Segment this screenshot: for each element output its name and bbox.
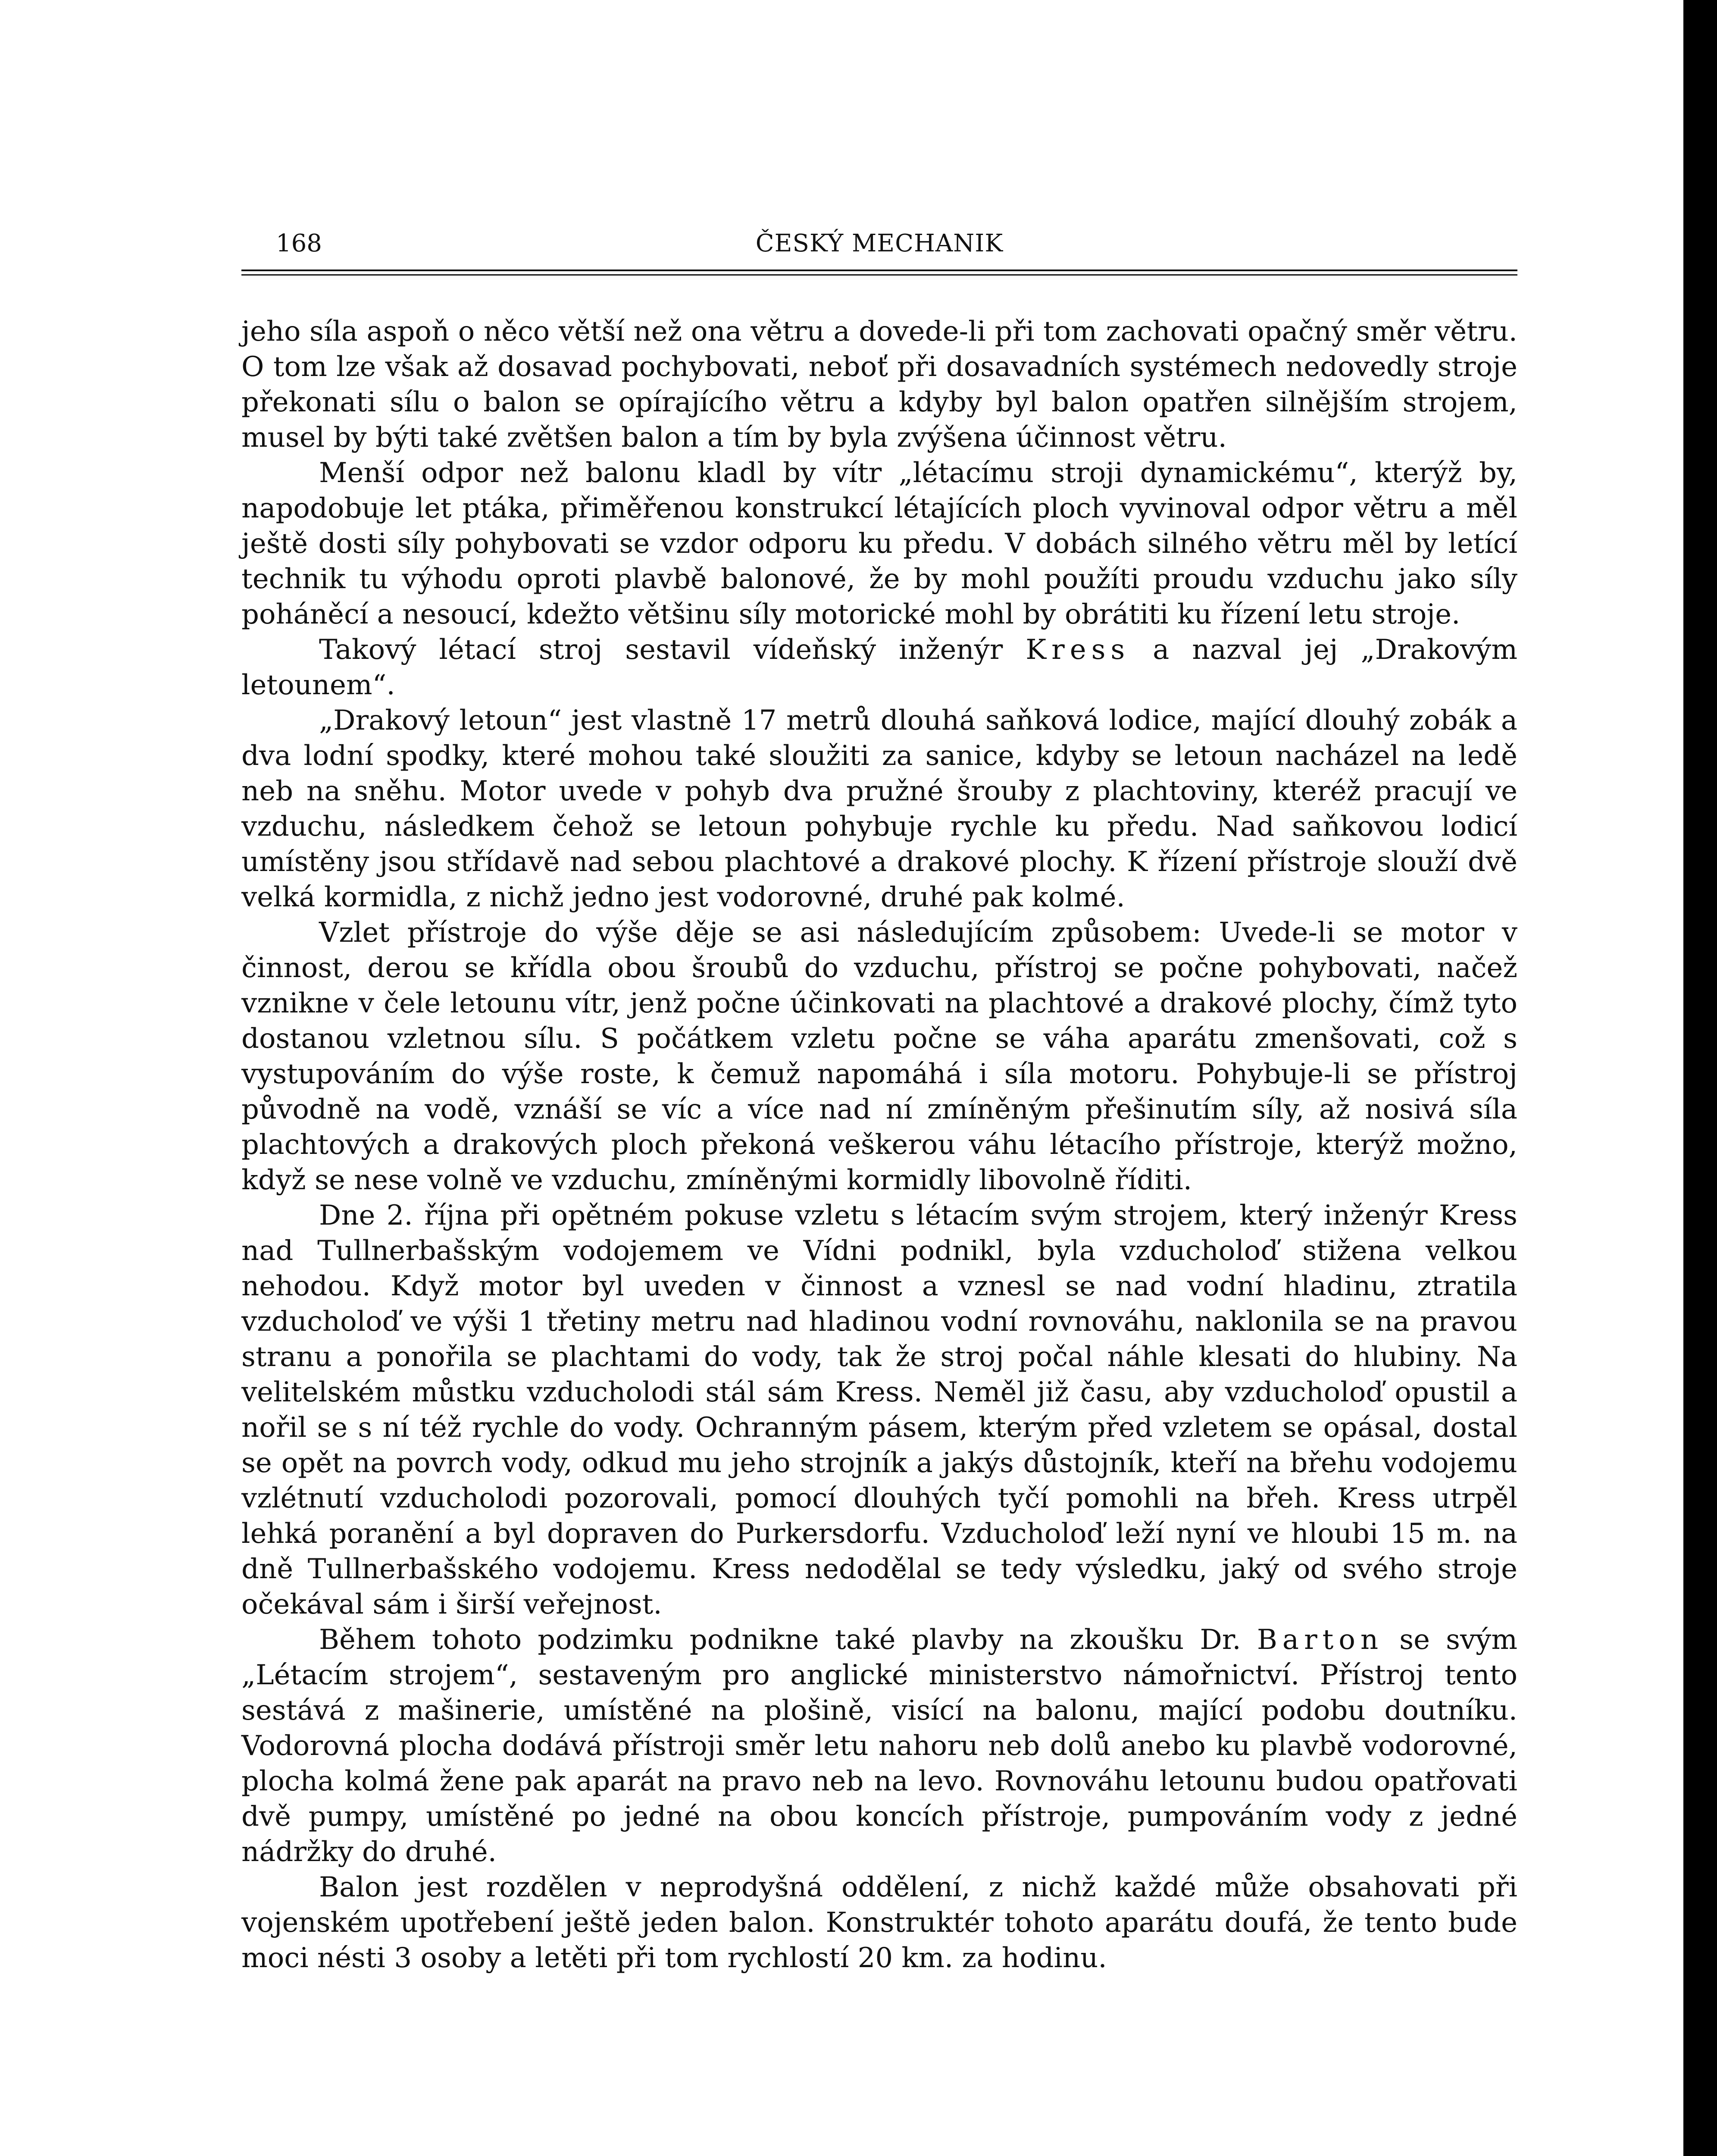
article-body [241,314,1517,1976]
paragraph-1: jeho síla aspoň o něco větší než ona větru a dovede-li při tom zachovati opačný směr větru. O tom lze však až dosavad pochybovati, neboť při dosavadních systémech nedovedly stroje překonati sílu o balon se opírajícího větru a kdyby byl balon opatřen silnějším strojem, musel by býti také zvětšen balon a tím by byla zvýšena účinnost větru. [241,316,1517,454]
paragraph-4: „Drakový letoun“ jest vlastně 17 metrů dlouhá saňková lodice, mající dlouhý zobák a dva lodní spodky, které mohou také sloužiti za sanice, kdyby se letoun nacházel na ledě neb na sněhu. Motor uvede v pohyb dva pružné šrouby z plachtoviny, kteréž pracují ve vzduchu, následkem čehož se letoun pohybuje rychle ku předu. Nad saňkovou lodicí umístěny jsou střídavě nad sebou plachtové a drakové plochy. K řízení přístroje slouží dvě velká kormidla, z nichž jedno jest vodorovné, druhé pak kolmé. [241,705,1517,913]
header-double-rule [241,270,1517,276]
paragraph-7-text-end: se svým „Létacím strojem“, sestaveným pro anglické ministerstvo námořnictví. Přístroj tento sestává z mašinerie, umístěné na plošině, visící na balonu, mající podobu doutníku. Vodorovná plocha dodává přístroji směr letu nahoru neb dolů anebo ku plavbě vodorovné, plocha kolmá žene pak aparát na pravo neb na levo. Rovnováhu letounu budou opatřovati dvě pumpy, umístěné po jedné na obou koncích přístroje, pumpováním vody z jedné nádržky do druhé. [241,1624,1518,1868]
paragraph-2: Menší odpor než balonu kladl by vítr „létacímu stroji dynamickému“, kterýž by, napodobuje let ptáka, přiměřenou konstrukcí létajících ploch vyvinoval odpor větru a měl ještě dosti síly pohybovati se vzdor odporu ku předu. V dobách silného větru měl by letící technik tu výhodu oproti plavbě balonové, že by mohl použíti proudu vzduchu jako síly poháněcí a nesoucí, kdežto většinu síly motorické mohl by obrátiti ku řízení letu stroje. [241,457,1517,630]
paragraph-3-text-end: a nazval jej „Drakovým letounem“. [241,634,1518,701]
paragraph-5: Vzlet přístroje do výše děje se asi následujícím způsobem: Uvede-li se motor v činnost, derou se křídla obou šroubů do vzduchu, přístroj se počne pohybovati, načež vznikne v čele letounu vítr, jenž počne účinkovati na plachtové a drakové plochy, čímž tyto dostanou vzletnou sílu. S počátkem vzletu počne se váha aparátu zmenšovati, což s vystupováním do výše roste, k čemuž napomáhá i síla motoru. Pohybuje-li se přístroj původně na vodě, vznáší se víc a více nad ní zmíněným přešinutím síly, až nosivá síla plachtových a drakových ploch překoná veškerou váhu létacího přístroje, kterýž možno, když se nese volně ve vzduchu, zmíněnými kormidly libovolně říditi. [241,917,1517,1196]
paragraph-3 [241,632,1517,703]
paragraph-7-text-start: Během tohoto podzimku podnikne také plavby na zkoušku Dr. [319,1624,1257,1656]
name-barton-spaced: Barton [1257,1624,1384,1656]
page-number: 168 [276,229,322,257]
page-header [241,224,1517,263]
scan-spine-border [1683,0,1717,2156]
paragraph-3-text-start: Takový létací stroj sestavil vídeňský inženýr [319,634,1026,666]
name-kress-spaced: Kress [1026,634,1130,666]
running-title: ČESKÝ MECHANIK [755,229,1004,257]
paragraph-6: Dne 2. října při opětném pokuse vzletu s létacím svým strojem, který inženýr Kress nad Tullnerbašským vodojemem ve Vídni podnikl, byla vzducholoď stižena velkou nehodou. Když motor byl uveden v činnost a vznesl se nad vodní hladinu, ztratila vzducholoď ve výši 1 třetiny metru nad hladinou vodní rovnováhu, naklonila se na pravou stranu a ponořila se plachtami do vody, tak že stroj počal náhle klesati do hlubiny. Na velitelském můstku vzducholodi stál sám Kress. Neměl již času, aby vzducholoď opustil a nořil se s ní též rychle do vody. Ochranným pásem, kterým před vzletem se opásal, dostal se opět na povrch vody, odkud mu jeho strojník a jakýs důstojník, kteří na břehu vodojemu vzlétnutí vzducholodi pozorovali, pomocí dlouhých tyčí pomohli na břeh. Kress utrpěl lehká poranění a byl dopraven do Purkersdorfu. Vzducholoď leží nyní ve hloubi 15 m. na dně Tullnerbašského vodojemu. Kress nedodělal se tedy výsledku, jaký od svého stroje očekával sám i širší veřejnost. [241,1200,1517,1620]
paragraph-7 [241,1622,1517,1870]
paragraph-8: Balon jest rozdělen v neprodyšná oddělení, z nichž každé může obsahovati při vojenském upotřebení ještě jeden balon. Konstruktér tohoto aparátu doufá, že tento bude moci nésti 3 osoby a letěti při tom rychlostí 20 km. za hodinu. [241,1871,1517,1974]
